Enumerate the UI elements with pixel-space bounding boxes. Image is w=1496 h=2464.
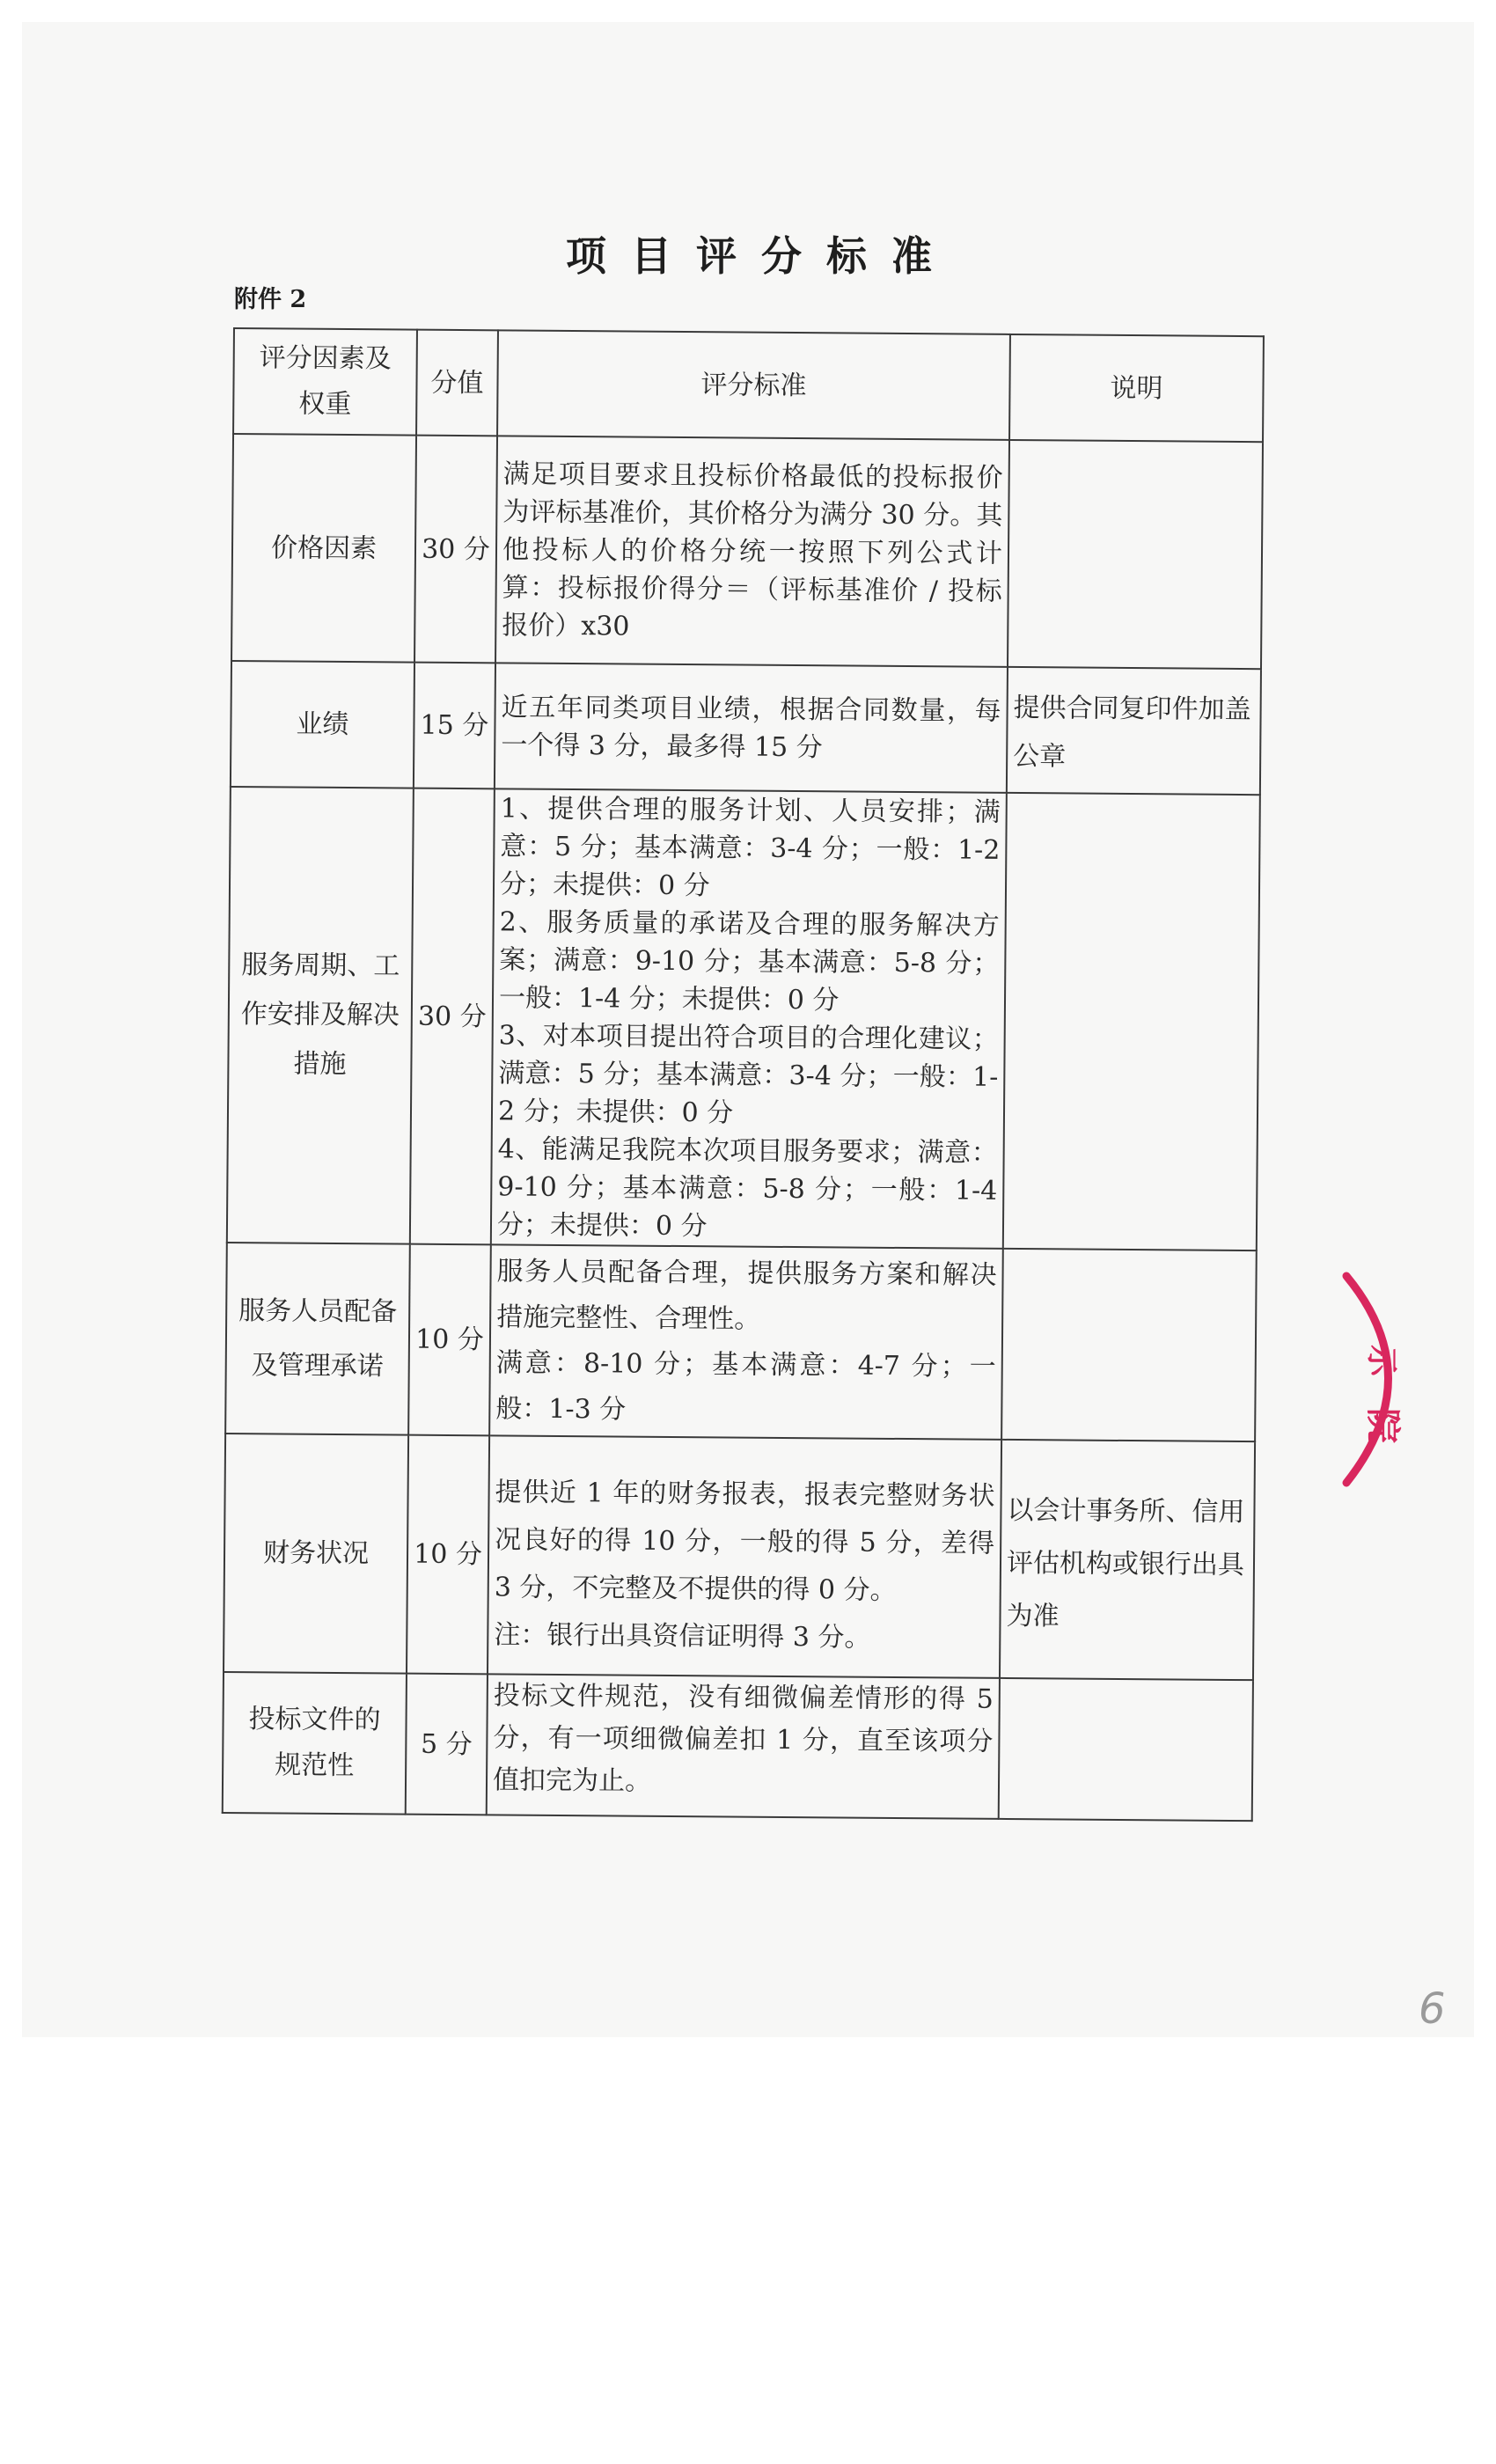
row-score: 30 分 [414, 436, 497, 664]
header-criteria: 评分标准 [497, 330, 1010, 440]
svg-text:院: 院 [1362, 1408, 1403, 1443]
row-note [1001, 1249, 1257, 1441]
row-criteria [495, 663, 1008, 793]
header-note: 说明 [1009, 334, 1264, 442]
row-note: 提供合同复印件加盖公章 [1007, 667, 1261, 795]
table-row [223, 1672, 1253, 1821]
annex-label: 附件 2 [234, 286, 307, 313]
criteria-item-2: 2、服务质量的承诺及合理的服务解决方案；满意：9-10 分；基本满意：5-8 分；一般：1-4 分；未提供：0 分 [498, 906, 1000, 1016]
criteria-text: 满意：8-10 分；基本满意：4-7 分；一般：1-3 分 [495, 1346, 996, 1426]
row-note: 以会计事务所、信用评估机构或银行出具为准 [1000, 1440, 1255, 1680]
svg-text:示: 示 [1363, 1345, 1399, 1377]
row-score: 30 分 [410, 788, 495, 1245]
criteria-footnote: 注：银行出具资信证明得 3 分。 [494, 1618, 871, 1654]
header-factor: 评分因素及权重 [233, 328, 417, 436]
row-factor: 价格因素 [231, 434, 416, 663]
row-criteria [488, 1435, 1001, 1678]
row-criteria [487, 1674, 1000, 1819]
row-score: 15 分 [414, 663, 495, 789]
criteria-text: 服务人员配备合理，提供服务方案和解决措施完整性、合理性。 [496, 1255, 997, 1335]
criteria-text: 满足项目要求且投标价格最低的投标报价为评标基准价，其价格分为满分 30 分。其他投标人的价格分统一按照下列公式计算：投标报价得分＝（评标基准价 / 投标报价）x30 [502, 458, 1003, 642]
criteria-text: 提供近 1 年的财务报表，报表完整财务状况良好的得 10 分，一般的得 5 分，差得 3 分，不完整及不提供的得 0 分。 [494, 1476, 995, 1606]
row-note [1008, 440, 1263, 669]
row-criteria [495, 436, 1009, 667]
criteria-item-3: 3、对本项目提出符合项目的合理化建议；满意：5 分；基本满意：3-4 分；一般：1-2 分；未提供：0 分 [497, 1020, 999, 1129]
criteria-text: 投标文件规范，没有细微偏差情形的得 5 分，有一项细微偏差扣 1 分，直至该项分值扣完为止。 [492, 1680, 994, 1797]
table-row [224, 1434, 1255, 1680]
header-score: 分值 [416, 330, 498, 436]
table-row [225, 1243, 1257, 1441]
row-score: 10 分 [408, 1244, 491, 1436]
row-factor: 财务状况 [224, 1434, 408, 1674]
red-seal-stamp-icon [1329, 1267, 1426, 1487]
table-row [231, 661, 1261, 795]
criteria-item-1: 1、提供合理的服务计划、人员安排；满意：5 分；基本满意：3-4 分；一般：1-2 分；未提供：0 分 [499, 793, 1001, 902]
row-score: 5 分 [406, 1674, 488, 1815]
row-factor: 业绩 [231, 661, 414, 788]
handwritten-page-number: 6 [1419, 1984, 1446, 2034]
row-criteria [489, 1244, 1003, 1440]
row-criteria [491, 788, 1007, 1249]
table-header-row [233, 328, 1264, 442]
row-factor: 服务周期、工作安排及解决措施 [227, 787, 414, 1244]
row-score: 10 分 [407, 1435, 489, 1675]
row-note [999, 1678, 1253, 1821]
document-title: 项目评分标准 [566, 232, 957, 280]
row-factor: 投标文件的规范性 [223, 1672, 407, 1815]
scoring-criteria-table [222, 327, 1265, 1822]
table-row [231, 434, 1263, 669]
table-row [227, 787, 1260, 1250]
row-factor: 服务人员配备及管理承诺 [225, 1243, 410, 1435]
criteria-item-4: 4、能满足我院本次项目服务要求；满意：9-10 分；基本满意：5-8 分；一般：1-4 分；未提供：0 分 [496, 1133, 998, 1243]
row-note [1003, 793, 1260, 1250]
criteria-text: 近五年同类项目业绩，根据合同数量，每一个得 3 分，最多得 15 分 [501, 691, 1001, 763]
